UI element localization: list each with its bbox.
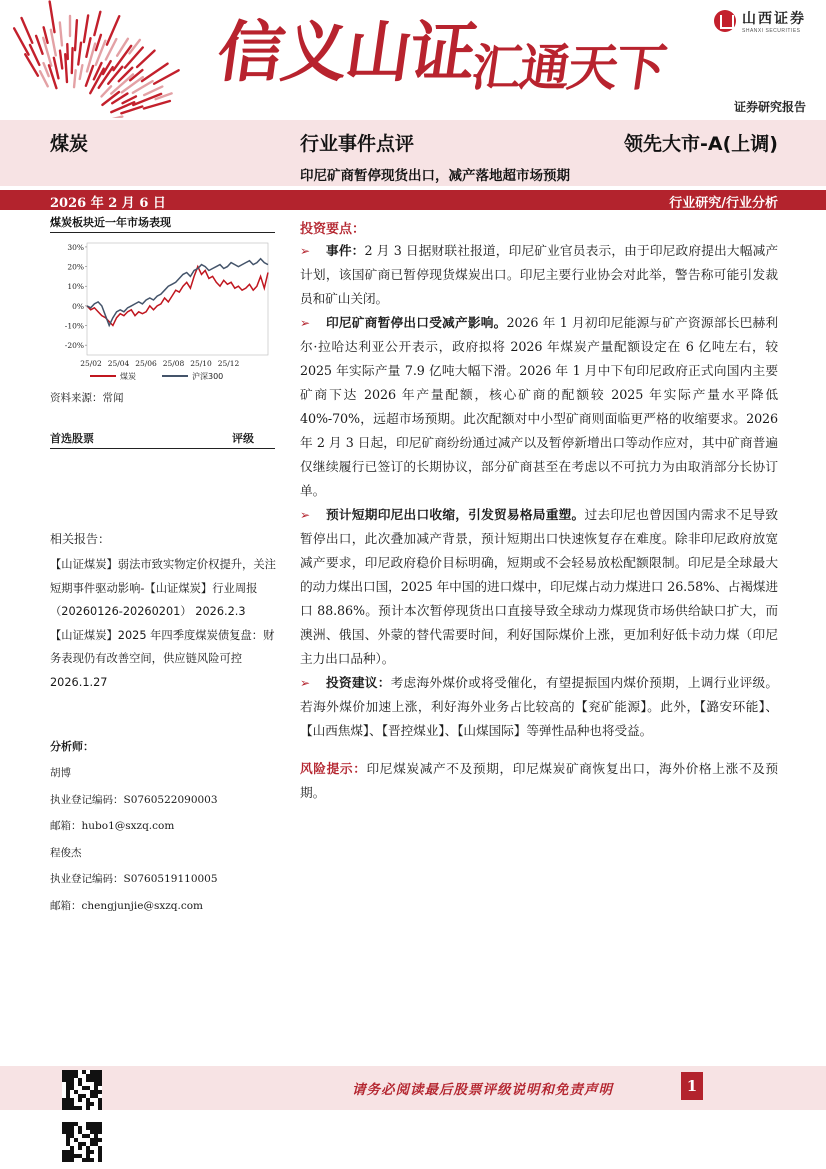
plot-area [87,243,268,355]
ray-decoration [137,51,154,67]
qr-module [86,1106,90,1110]
qr-module [94,1126,98,1130]
market-chart [50,233,275,383]
qr-module [90,1070,94,1074]
qr-module [70,1074,74,1078]
slogan [212,14,670,97]
qr-module [62,1098,66,1102]
qr-module [90,1150,94,1154]
qr-module [98,1126,102,1130]
x-tick-label: 25/10 [190,359,212,368]
ray-decoration [14,28,28,54]
qr-module [86,1150,90,1154]
main-content [300,218,778,805]
qr-module [66,1098,70,1102]
related-report[interactable]: 【山证煤炭】弱法市致实物定价权提升，关注短期事件驱动影响-【山证煤炭】行业周报（20260126-20260201） 2026.2.3 [50,558,276,618]
qr-module [62,1106,66,1110]
chart-title: 煤炭板块近一年市场表现 [50,214,275,233]
qr-module [86,1126,90,1130]
key-point: ➢ 印尼矿商暂停出口受减产影响。2026 年 1 月初印尼能源与矿产资源部长巴赫利尔·拉哈达利亚公开表示，政府拟将 2026 年煤炭产量配额设定在 6 亿吨左右，较 2025 年实际产量 7.9 亿吨大幅下滑。2026 年 1 月中下旬印尼政府正式向国内主要矿商下达 2026 年产量配额，核心矿商的配额较 2025 年实际产量水平降低 40%-70%，远超市场预期。此次配额对中小型矿商则面临更严格的收缩要求。2026 年 2 月 3 日起，印尼矿商纷纷通过减产以及暂停新增出口等动作应对，其中矿商普遍仅继续履行已签订的长期协议，部分矿商甚至在考虑以不可抗力为由取消部分长协订单。 [300,311,778,503]
qr-module [62,1074,66,1078]
qr-module [62,1130,66,1134]
qr-module [70,1150,74,1154]
key-point: ➢ 投资建议：考虑海外煤价或将受催化，有望提振国内煤价预期，上调行业评级。若海外煤价加速上涨，利好海外业务占比较高的【兖矿能源】。此外，【潞安环能】、【山西焦煤】、【晋控煤业】、【山煤国际】等弹性品种也将受益。 [300,671,778,743]
qr-module [62,1078,66,1082]
ray-decoration [51,30,56,56]
qr-module [94,1070,98,1074]
y-tick-label: 0% [72,301,84,311]
ray-decoration [22,18,33,43]
report-type: 证券研究报告 [733,100,806,114]
analyst-email-link[interactable]: hubo1@sxzq.com [81,820,175,832]
ray-decoration [72,48,73,73]
ray-decoration [50,2,55,33]
qr-module [94,1142,98,1146]
qr-module [78,1142,82,1146]
key-point: ➢ 预计短期印尼出口收缩，引发贸易格局重塑。过去印尼也曾因国内需求不足导致暂停出口，此次叠加减产背景，预计短期出口快速恢复存在难度。除非印尼政府放宽减产要求，印尼政府稳价目标明确，短期或不会轻易放松配额限制。印尼是全球最大的动力煤出口国，2025 年中国的进口煤中，印尼煤占动力煤进口 26.58%、占褐煤进口 88.86%。预计本次暂停现货出口直接导致全球动力煤现货市场供给缺口扩大，而澳洲、俄国、外蒙的替代需要时间，利好国际煤价上涨，更加利好低卡动力煤（印尼主力出口品种）。 [300,503,778,671]
qr-module [78,1130,82,1134]
analyst-mail: 邮箱：chengjunjie@sxzq.com [50,899,204,912]
qr-module [78,1082,82,1086]
ray-decoration [60,22,62,45]
y-tick-label: -10% [64,321,84,331]
y-tick-label: 10% [67,282,84,292]
qr-module [90,1078,94,1082]
qr-module [66,1130,70,1134]
qr-module [78,1098,82,1102]
qr-module [98,1154,102,1158]
date-bar [0,190,826,210]
ray-decoration [101,86,111,96]
qr-module [86,1102,90,1106]
report-category: 行业研究/行业分析 [669,196,778,211]
qr-module [98,1090,102,1094]
qr-module [90,1102,94,1106]
qr-module [62,1126,66,1130]
qr-module [90,1138,94,1142]
legend-label: 沪深300 [192,372,224,381]
qr-module [82,1134,86,1138]
qr-module [66,1074,70,1078]
qr-module [94,1090,98,1094]
related-title: 相关报告： [50,532,111,546]
sector: 煤炭 [50,133,89,155]
x-tick-label: 25/06 [135,359,157,368]
analyst-list [50,760,278,919]
bullet-arrow-icon: ➢ [300,316,310,330]
x-tick-label: 25/08 [162,359,185,368]
qr-module [74,1070,78,1074]
qr-module [66,1078,70,1082]
qr-module [86,1086,90,1090]
ray-decoration [78,43,81,65]
risk-warning: 风险提示：印尼煤炭减产不及预期，印尼煤炭矿商恢复出口，海外价格上涨不及预期。 [300,761,779,800]
qr-module [66,1094,70,1098]
stock-header-right: 评级 [232,432,254,445]
qr-module [62,1154,66,1158]
chart-svg [50,233,275,383]
qr-module [98,1078,102,1082]
qr-module [90,1122,94,1126]
qr-module [74,1122,78,1126]
qr-module [70,1134,74,1138]
qr-module [70,1078,74,1082]
qr-module [66,1106,70,1110]
qr-module [98,1150,102,1154]
qr-module [98,1130,102,1134]
industry-rating: 领先大市-A(上调) [624,133,778,155]
qr-module [70,1146,74,1150]
qr-module [94,1086,98,1090]
section-title: 投资要点： [300,222,366,237]
qr-module [98,1082,102,1086]
stock-table-header [50,430,275,449]
qr-module [66,1082,70,1086]
qr-module [90,1074,94,1078]
qr-module [86,1154,90,1158]
qr-module [90,1130,94,1134]
qr-module [66,1102,70,1106]
qr-module [94,1134,98,1138]
qr-module [82,1070,86,1074]
qr-module [78,1094,82,1098]
qr-module [98,1102,102,1106]
qr-module [86,1074,90,1078]
analyst-reg: 执业登记编码：S0760519110005 [50,873,218,885]
disclaimer[interactable]: 请务必阅读最后股票评级说明和免责声明 [352,1082,613,1098]
qr-module [98,1122,102,1126]
qr-module [66,1126,70,1130]
qr-module [70,1070,74,1074]
qr-module [86,1078,90,1082]
qr-module [94,1074,98,1078]
qr-module [62,1150,66,1154]
qr-module [70,1130,74,1134]
ray-decoration [109,117,123,118]
qr-module [86,1122,90,1126]
ray-decoration [84,15,88,42]
qr-module [98,1138,102,1142]
key-point: ➢ 事件：2 月 3 日据财联社报道，印尼矿业官员表示，由于印尼政府提出大幅减产计划，该国矿商已暂停现货煤炭出口。印尼主要行业协会对此举，警告称可能引发裁员和矿山关闭。 [300,239,778,311]
ray-decoration [74,70,76,87]
logo-name: 山西证券 [742,11,806,27]
series-line [87,259,268,326]
qr-module [66,1138,70,1142]
qr-module [70,1086,74,1090]
qr-module [70,1158,74,1162]
analyst-email-link[interactable]: chengjunjie@sxzq.com [81,899,204,912]
report-kind: 行业事件点评 [300,133,415,155]
ray-decoration [144,101,170,109]
qr-module [98,1070,102,1074]
sidebar [50,214,275,383]
qr-module [66,1122,70,1126]
slogan-part1: 信义山证 [212,14,480,91]
report-date: 2026 年 2 月 6 日 [50,196,166,211]
qr-module [82,1086,86,1090]
qr-code-icon [62,1070,102,1110]
qr-module [82,1158,86,1162]
analyst-name: 胡博 [50,767,71,779]
qr-module [78,1154,82,1158]
qr-module [94,1130,98,1134]
report-title: 印尼矿商暂停现货出口，减产落地超市场预期 [300,168,570,184]
qr-module [70,1098,74,1102]
y-tick-label: 30% [67,242,84,252]
qr-module [62,1102,66,1106]
ray-decoration [75,20,77,50]
header-banner [0,0,826,118]
analyst-mail: 邮箱：hubo1@sxzq.com [50,820,175,832]
qr-module [70,1082,74,1086]
qr-module [70,1126,74,1130]
qr-module [90,1142,94,1146]
qr-module [90,1126,94,1130]
x-tick-label: 25/02 [80,359,102,368]
bullet-arrow-icon: ➢ [300,676,310,690]
qr-module [66,1070,70,1074]
qr-module [78,1078,82,1082]
qr-module [66,1142,70,1146]
analyst-title: 分析师： [50,740,94,753]
qr-module [86,1158,90,1162]
qr-module [94,1122,98,1126]
qr-module [62,1158,66,1162]
qr-module [74,1138,78,1142]
ray-decoration [54,58,59,78]
stock-header-left: 首选股票 [50,432,94,445]
qr-module [62,1122,66,1126]
qr-module [78,1146,82,1150]
qr-module [66,1090,70,1094]
qr-module [94,1138,98,1142]
qr-module [82,1094,86,1098]
qr-module [66,1134,70,1138]
x-tick-label: 25/12 [217,359,240,368]
qr-module [78,1126,82,1130]
bullet-arrow-icon: ➢ [300,508,310,522]
qr-module [98,1074,102,1078]
qr-module [66,1154,70,1158]
logo-mark-icon [714,10,736,32]
qr-module [86,1098,90,1102]
ray-decoration [36,36,42,54]
qr-module [86,1146,90,1150]
logo-en: SHANXI SECURITIES [742,28,801,34]
qr-module [86,1134,90,1138]
qr-module [74,1154,78,1158]
analyst-name: 程俊杰 [50,846,82,859]
ray-decoration [154,70,179,83]
chart-source: 资料来源：常闻 [50,392,124,404]
qr-module [90,1158,94,1162]
qr-module [94,1094,98,1098]
ray-decoration [86,38,90,57]
bullet-arrow-icon: ➢ [300,244,310,258]
y-tick-label: -20% [64,341,84,351]
qr-module [70,1154,74,1158]
related-reports [50,553,278,694]
ray-decoration [30,45,39,65]
qr-module [98,1106,102,1110]
qr-module [74,1090,78,1094]
qr-module [74,1106,78,1110]
qr-code-icon [62,1122,102,1162]
qr-module [74,1074,78,1078]
related-report[interactable]: 【山证煤炭】2025 年四季度煤炭债复盘：财务表现仍有改善空间，供应链风险可控 2026.1.27 [50,628,275,689]
ray-decoration [94,12,100,35]
qr-module [70,1122,74,1126]
x-tick-label: 25/04 [107,359,130,368]
legend-label: 煤炭 [120,372,136,381]
qr-module [78,1106,82,1110]
qr-module [70,1102,74,1106]
ray-decoration [60,51,62,69]
ray-decoration [80,65,83,79]
qr-module [82,1142,86,1146]
page-number: 1 [681,1072,703,1100]
analyst-reg: 执业登记编码：S0760522090003 [50,793,218,806]
qr-module [98,1158,102,1162]
qr-module [90,1094,94,1098]
qr-module [62,1070,66,1074]
company-logo [714,8,806,34]
qr-module [66,1150,70,1154]
ray-decoration [96,35,101,50]
qr-module [94,1082,98,1086]
qr-module [66,1158,70,1162]
ray-decoration [107,16,119,44]
qr-module [90,1090,94,1094]
qr-module [98,1098,102,1102]
slogan-part2: 汇通天下 [467,39,668,97]
qr-module [98,1146,102,1150]
qr-module [66,1086,70,1090]
qr-module [94,1078,98,1082]
y-tick-label: 20% [67,262,84,272]
qr-module [70,1106,74,1110]
